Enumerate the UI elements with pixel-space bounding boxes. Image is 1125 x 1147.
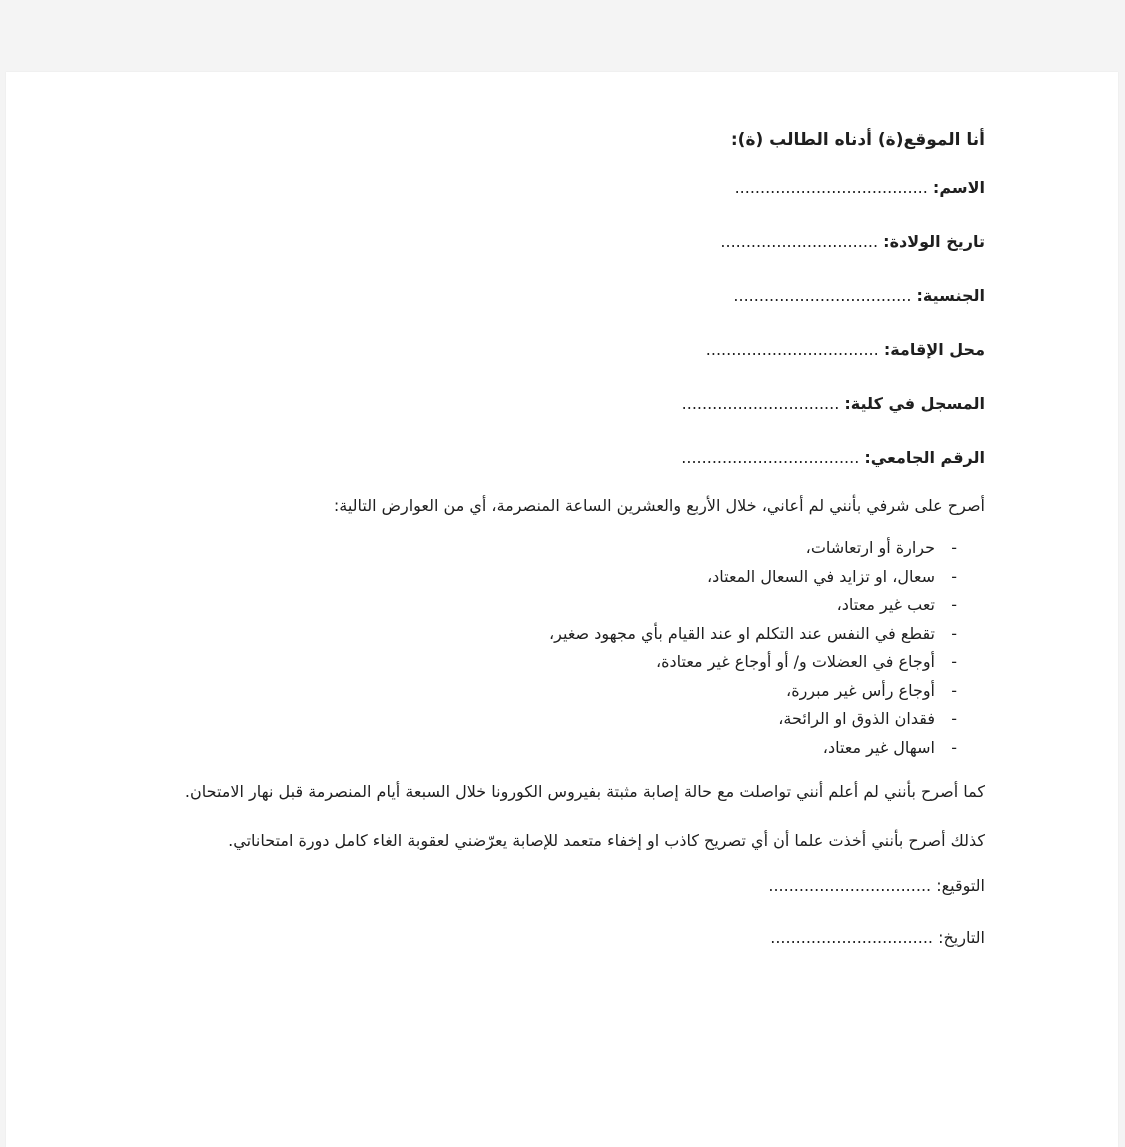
contact-declaration: كما أصرح بأنني لم أعلم أنني تواصلت مع حالة إصابة مثبتة بفيروس الكورونا خلال السبعة أيام المنصرمة قبل نهار الامتحان. <box>184 782 985 801</box>
signature-blank: ................................ <box>768 876 932 895</box>
birthdate-label: تاريخ الولادة: <box>883 232 985 251</box>
list-item <box>105 734 957 763</box>
penalty-acknowledgement: كذلك أصرح بأنني أخذت علما أن أي تصريح كاذب او إخفاء متعمد للإصابة يعرّضني لعقوبة الغاء كامل دورة امتحاناتي. <box>228 831 985 850</box>
name-blank: ...................................... <box>734 178 928 197</box>
list-item <box>105 677 957 706</box>
nationality-label: الجنسية: <box>916 286 985 305</box>
student-id-label: الرقم الجامعي: <box>864 448 985 467</box>
bullet-dash: - <box>951 538 957 557</box>
symptom-text: اسهال غير معتاد، <box>822 737 935 757</box>
symptom-text: أوجاع في العضلات و/ أو أوجاع غير معتادة، <box>655 652 935 671</box>
symptom-text: حرارة أو ارتعاشات، <box>805 538 935 557</box>
residence-field <box>105 338 985 392</box>
list-item <box>105 705 957 734</box>
symptom-text: تعب غير معتاد، <box>836 595 935 614</box>
faculty-label: المسجل في كلية: <box>844 394 985 413</box>
bullet-dash: - <box>951 623 957 643</box>
list-item <box>105 620 957 649</box>
birthdate-blank: ............................... <box>720 232 879 251</box>
symptom-text: فقدان الذوق او الرائحة، <box>778 709 935 728</box>
bullet-dash: - <box>951 652 957 671</box>
list-item <box>105 648 957 677</box>
list-item <box>105 591 957 620</box>
date-field <box>105 926 985 978</box>
declaration-form <box>105 128 985 978</box>
signature-label: التوقيع: <box>936 876 985 895</box>
form-heading: أنا الموقع(ة) أدناه الطالب (ة): <box>730 130 985 150</box>
symptom-text: أوجاع رأس غير مبررة، <box>786 680 935 700</box>
bullet-dash: - <box>951 680 957 700</box>
student-id-field <box>105 446 985 500</box>
intro-statement: أصرح على شرفي بأنني لم أعاني، خلال الأربع والعشرين الساعة المنصرمة، أي من العوارض التالية: <box>333 496 985 515</box>
nationality-blank: ................................... <box>733 286 912 305</box>
student-id-blank: ................................... <box>681 448 860 467</box>
list-item <box>105 534 957 563</box>
name-label: الاسم: <box>932 178 985 197</box>
bullet-dash: - <box>951 595 957 614</box>
date-label: التاريخ: <box>938 928 985 947</box>
residence-label: محل الإقامة: <box>883 340 985 359</box>
list-item <box>105 563 957 592</box>
date-blank: ................................ <box>770 928 933 947</box>
document-page <box>6 72 1118 1147</box>
signature-field <box>105 874 985 926</box>
symptom-text: تقطع في النفس عند التكلم او عند القيام بأي مجهود صغير، <box>549 623 935 643</box>
name-field <box>105 176 985 230</box>
faculty-blank: ............................... <box>681 394 840 413</box>
nationality-field <box>105 284 985 338</box>
residence-blank: .................................. <box>705 340 879 359</box>
symptom-text: سعال، او تزايد في السعال المعتاد، <box>706 566 935 586</box>
bullet-dash: - <box>951 709 957 728</box>
birthdate-field <box>105 230 985 284</box>
faculty-field <box>105 392 985 446</box>
bullet-dash: - <box>951 737 957 757</box>
bullet-dash: - <box>951 566 957 586</box>
symptom-list <box>105 534 957 762</box>
